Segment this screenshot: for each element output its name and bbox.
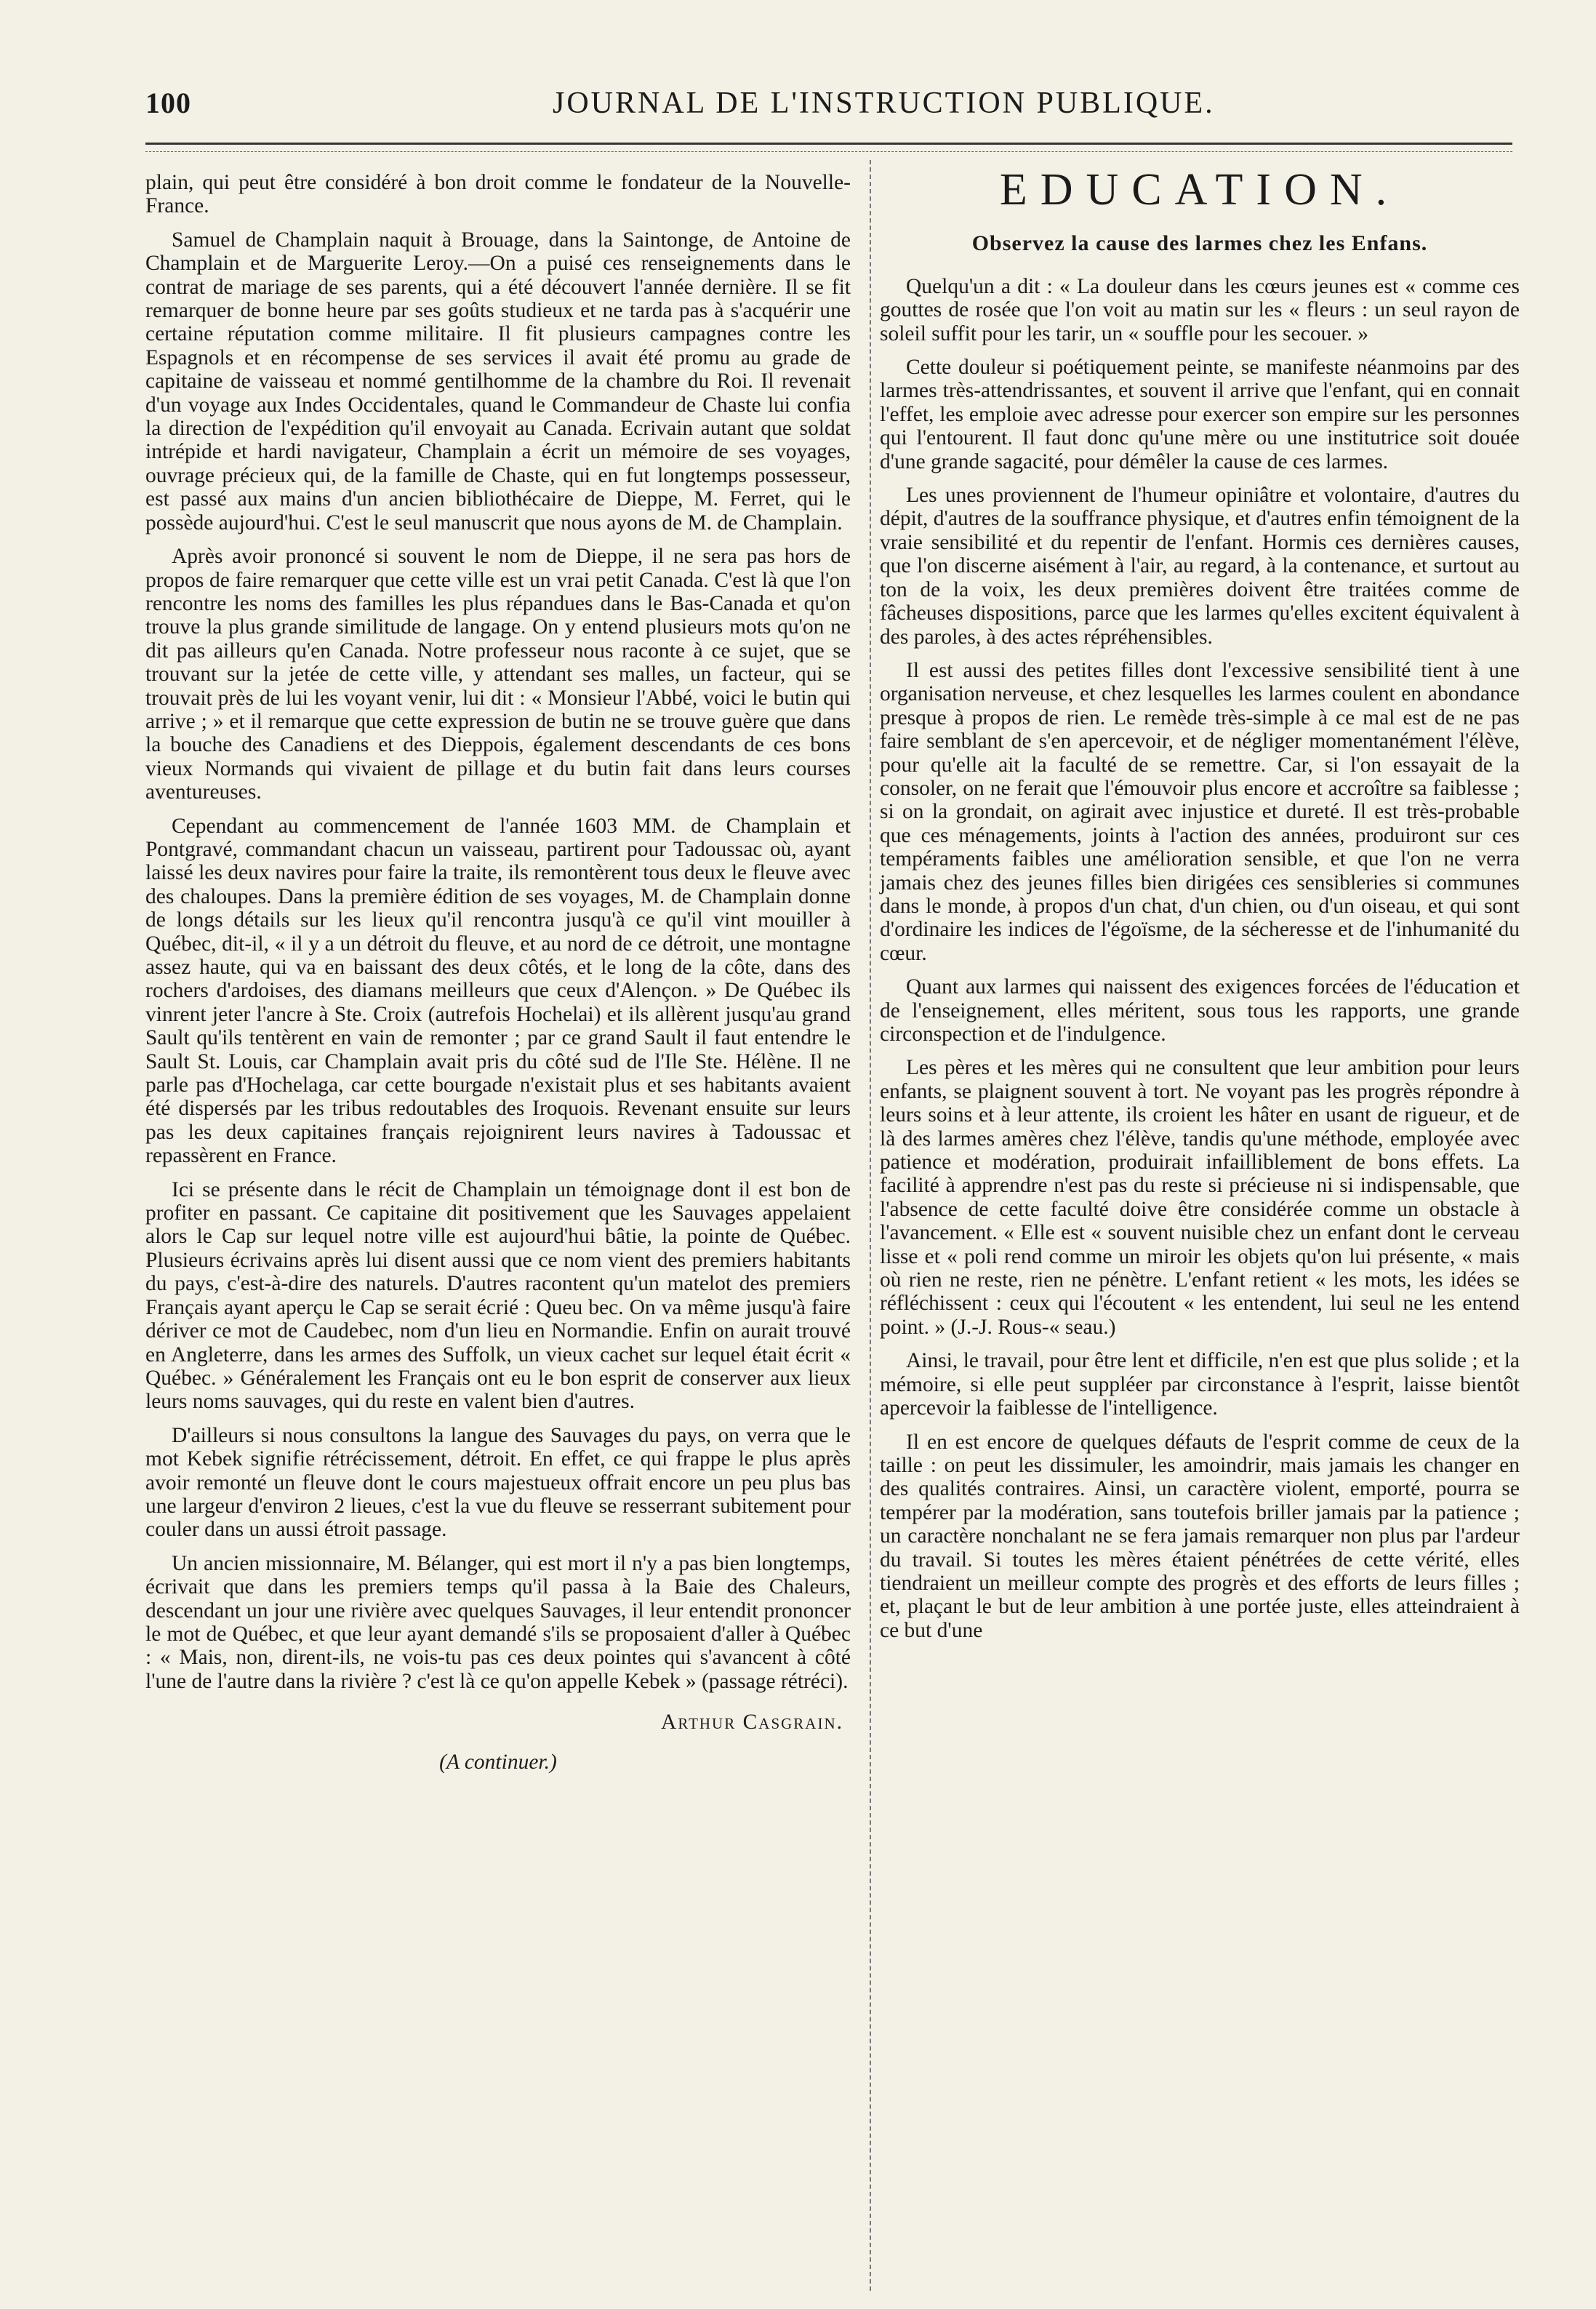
paragraph: Les pères et les mères qui ne consultent que leur ambition pour leurs enfants, se plaignent souvent à tort. Ne voyant pas les progrès répondre à leurs soins et à leur attente, ils croient les hâter en usant de rigueur, et de là des larmes amères chez l'élève, tandis qu'une méthode, employée avec patience et modération, produirait infailliblement de bons effets. La facilité à apprendre n'est pas du reste si précieuse ni si indispensable, que l'absence de cette faculté doive être considérée comme un obstacle à l'avancement. « Elle est « souvent nuisible chez un enfant dont le cerveau lisse et « poli rend comme un miroir les objets qu'on lui présente, « mais où rien ne reste, rien ne pénètre. L'enfant retient « les mots, les idées se réfléchissent : ceux qui l'écoutent « les entendent, lui seul ne les entend point. » (J.-J. Rous-« seau.) <box>880 1056 1520 1339</box>
running-title: JOURNAL DE L'INSTRUCTION PUBLIQUE. <box>553 87 1215 120</box>
paragraph: Après avoir prononcé si souvent le nom de Dieppe, il ne sera pas hors de propos de faire remarquer que cette ville est un vrai petit Canada. C'est là que l'on rencontre les noms des familles les plus répandues dans le Bas-Canada et qu'on trouve la plus grande similitude de langage. On y entend plusieurs mots qu'on ne dit pas ailleurs qu'en Canada. Notre professeur nous raconte à ce sujet, que se trouvant sur la jetée de cette ville, y attendant ses malles, un facteur, qui se trouvait près de lui les voyant venir, lui dit : « Monsieur l'Abbé, voici le butin qui arrive ; » et il remarque que cette expression de butin ne se trouve guère que dans la bouche des Canadiens et des Dieppois, également descendants de ces bons vieux Normands qui vivaient de pillage et du butin fait dans leurs courses aventureuses. <box>145 545 851 804</box>
paragraph: plain, qui peut être considéré à bon droit comme le fondateur de la Nouvelle-France. <box>145 171 851 218</box>
paragraph: Les unes proviennent de l'humeur opiniâtre et volontaire, d'autres du dépit, d'autres de la souffrance physique, et d'autres enfin témoignent de la vraie sensibilité et du repentir de l'enfant. Hormis ces dernières causes, que l'on discerne aisément à l'air, au regard, à la contenance, et surtout au ton de la voix, les deux premières doivent être traitées comme de fâcheuses dispositions, parce que les larmes qu'elles excitent équivalent à des paroles, à des actes répréhensibles. <box>880 484 1520 649</box>
section-heading: EDUCATION. <box>999 165 1400 215</box>
page-header <box>145 86 1512 129</box>
paragraph: Quelqu'un a dit : « La douleur dans les cœurs jeunes est « comme ces gouttes de rosée que l'on voit au matin sur les « fleurs : un seul rayon de soleil suffit pour les tarir, un « souffle pour les secouer. » <box>880 274 1520 345</box>
article-title: Observez la cause des larmes chez les Enfans. <box>971 231 1428 256</box>
right-column <box>880 165 1520 1652</box>
paragraph: Cette douleur si poétiquement peinte, se manifeste néanmoins par des larmes très-attendrissantes, et souvent il arrive que l'enfant, qui en connait l'effet, les emploie avec adresse pour exercer son empire sur les personnes qui l'entourent. Il faut donc qu'une mère ou une institutrice soit douée d'une grande sagacité, pour démêler la cause de ces larmes. <box>880 356 1520 473</box>
paragraph: D'ailleurs si nous consultons la langue des Sauvages du pays, on verra que le mot Kebek signifie rétrécissement, détroit. En effet, ce qui frappe le plus après avoir remonté un fleuve dont le cours majestueux offrait encore un peu plus bas une largeur d'environ 2 lieues, c'est la vue du fleuve se resserrant subitement pour couler dans un aussi étroit passage. <box>145 1423 851 1542</box>
column-divider <box>870 160 871 2291</box>
header-rule-dashed <box>145 151 1512 152</box>
page-number: 100 <box>145 87 191 119</box>
paragraph: Ainsi, le travail, pour être lent et difficile, n'en est que plus solide ; et la mémoire, si elle peut suppléer par circonstance à l'esprit, laisse bientôt apercevoir la faiblesse de l'intelligence. <box>880 1349 1520 1420</box>
author-signature: Arthur Casgrain. <box>661 1710 843 1734</box>
paragraph: Quant aux larmes qui naissent des exigences forcées de l'éducation et de l'enseignement, elles méritent, sous tous les rapports, une grande circonspection et de l'indulgence. <box>880 975 1520 1046</box>
paragraph: Un ancien missionnaire, M. Bélanger, qui est mort il n'y a pas bien longtemps, écrivait que dans les premiers temps qu'il passa à la Baie des Chaleurs, descendant un jour une rivière avec quelques Sauvages, il leur entendit prononcer le mot de Québec, et que leur ayant demandé s'ils se proposaient d'aller à Québec : « Mais, non, dirent-ils, ne vois-tu pas ces deux pointes qui s'avancent à côté l'une de l'autre dans la rivière ? c'est là ce qu'on appelle Kebek » (passage rétréci). <box>145 1551 851 1693</box>
paragraph: Il en est encore de quelques défauts de l'esprit comme de ceux de la taille : on peut les dissimuler, les amoindrir, mais jamais les changer en des qualités contraires. Ainsi, un caractère violent, emporté, pourra se tempérer par la modération, sans toutefois briller jamais par la patience ; un caractère nonchalant ne se fera jamais remarquer non plus par l'ardeur du travail. Si toutes les mères étaient pénétrées de cette vérité, elles tiendraient un meilleur compte des progrès et des efforts de leurs filles ; et, plaçant le but de leur ambition à une portée juste, elles atteindraient à ce but d'une <box>880 1430 1520 1642</box>
paragraph: Il est aussi des petites filles dont l'excessive sensibilité tient à une organisation nerveuse, et chez lesquelles les larmes coulent en abondance presque à propos de rien. Le remède très-simple à ce mal est de ne pas faire semblant de s'en apercevoir, et de négliger momentanément l'élève, pour qu'elle ait la faculté de se remettre. Car, si l'on essayait de la consoler, on ne ferait que l'émouvoir plus encore et accroître sa faiblesse ; si on la grondait, on agirait avec injustice et dureté. Il est très-probable que ces ménagements, joints à l'action des années, produiront sur ces tempéraments faibles une amélioration sensible, et que l'on ne verra jamais chez des jeunes filles bien dirigées ces sensibleries si communes dans le monde, à propos d'un chat, d'un chien, ou d'un oiseau, et qui sont d'ordinaire les indices de l'égoïsme, de la sécheresse et de l'inhumanité du cœur. <box>880 658 1520 965</box>
left-column <box>145 171 851 1774</box>
paragraph: Cependant au commencement de l'année 1603 MM. de Champlain et Pontgravé, commandant chacun un vaisseau, partirent pour Tadoussac où, ayant laissé les deux navires pour faire la traite, ils remontèrent tous deux le fleuve avec des chaloupes. Dans la première édition de ses voyages, M. de Champlain donne de longs détails sur les lieux qu'il rencontra jusqu'à ce qu'il vint mouiller à Québec, dit-il, « il y a un détroit du fleuve, et au nord de ce détroit, une montagne assez haute, qui va en baissant des deux côtés, et le long de la côte, dans des rochers d'ardoises, des diamans meilleurs que ceux d'Alençon. » De Québec ils vinrent jeter l'ancre à Ste. Croix (autrefois Hochelai) et ils allèrent jusqu'au grand Sault qu'ils tentèrent en vain de remonter ; par ce grand Sault il faut entendre le Sault St. Louis, car Champlain avait pris du côté sud de l'Ile Ste. Hélène. Il ne parle pas d'Hochelaga, car cette bourgade n'existait plus et ses habitants avaient été dispersés par les tribus redoutables des Iroquois. Revenant ensuite sur leurs pas les deux capitaines français rejoignirent leurs navires à Tadoussac et repassèrent en France. <box>145 814 851 1168</box>
header-rule <box>145 143 1512 145</box>
paragraph: Samuel de Champlain naquit à Brouage, dans la Saintonge, de Antoine de Champlain et de Marguerite Leroy.—On a puisé ces renseignements dans le contrat de mariage de ses parents, qui a été découvert l'année dernière. Il se fit remarquer de bonne heure par ses goûts studieux et ne tarda pas à s'acquérir une certaine réputation comme militaire. Il fit plusieurs campagnes contre les Espagnols et en récompense de ses services il avait été promu au grade de capitaine de vaisseau et nommé gentilhomme de la chambre du Roi. Il revenait d'un voyage aux Indes Occidentales, quand le Commandeur de Chaste lui confia la direction de l'expédition qu'il envoyait au Canada. Ecrivain autant que soldat intrépide et hardi navigateur, Champlain a écrit un mémoire de ses voyages, ouvrage précieux qui, de la famille de Chaste, qui en fut longtemps possesseur, est passé aux mains d'un ancien bibliothécaire de Dieppe, M. Ferret, qui le possède aujourd'hui. C'est le seul manuscrit que nous ayons de M. de Champlain. <box>145 228 851 535</box>
paragraph: Ici se présente dans le récit de Champlain un témoignage dont il est bon de profiter en passant. Ce capitaine dit positivement que les Sauvages appelaient alors le Cap sur lequel notre ville est aujourd'hui bâtie, la pointe de Québec. Plusieurs écrivains après lui disent aussi que ce nom vient des premiers habitants du pays, c'est-à-dire des naturels. D'autres racontent qu'un matelot des premiers Français ayant aperçu le Cap se serait écrié : Queu bec. On va même jusqu'à faire dériver ce mot de Caudebec, nom d'un lieu en Normandie. Enfin on aurait trouvé en Angleterre, dans les armes des Suffolk, un vieux cachet sur lequel était écrit « Québec. » Généralement les Français ont eu le bon esprit de conserver aux lieux leurs noms sauvages, qui du reste en valent bien d'autres. <box>145 1177 851 1414</box>
continued-note: (A continuer.) <box>439 1750 557 1774</box>
